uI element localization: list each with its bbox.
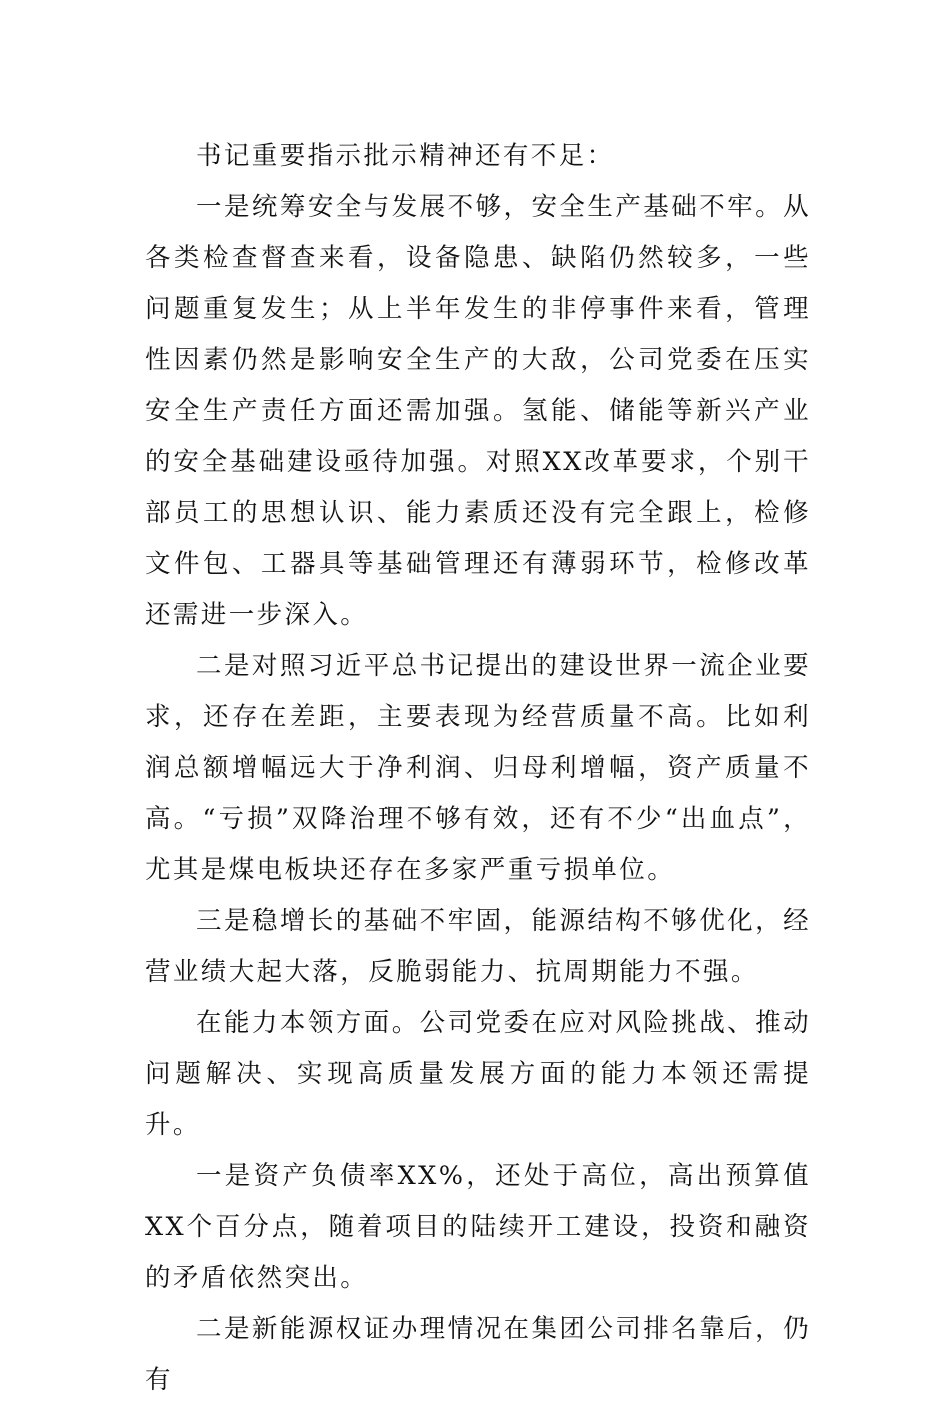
paragraph-intro-continuation: 书记重要指示批示精神还有不足： (196, 141, 615, 171)
paragraph-new-energy-permits: 二是新能源权证办理情况在集团公司排名靠后，仍有 (145, 1314, 811, 1395)
paragraph-capability: 在能力本领方面。公司党委在应对风险挑战、推动问题解决、实现高质量发展方面的能力本领还需提升。 (145, 1008, 811, 1140)
paragraph-debt-ratio: 一是资产负债率XX%，还处于高位，高出预算值XX个百分点，随着项目的陆续开工建设，投资和融资的矛盾依然突出。 (145, 1161, 811, 1293)
document-body (145, 131, 811, 1406)
paragraph-safety-development: 一是统筹安全与发展不够，安全生产基础不牢。从各类检查督查来看，设备隐患、缺陷仍然较多，一些问题重复发生；从上半年发生的非停事件来看，管理性因素仍然是影响安全生产的大敌，公司党委在压实安全生产责任方面还需加强。氢能、储能等新兴产业的安全基础建设亟待加强。对照XX改革要求，个别干部员工的思想认识、能力素质还没有完全跟上，检修文件包、工器具等基础管理还有薄弱环节，检修改革还需进一步深入。 (145, 192, 811, 630)
paragraph-stable-growth: 三是稳增长的基础不牢固，能源结构不够优化，经营业绩大起大落，反脆弱能力、抗周期能力不强。 (145, 906, 811, 987)
paragraph-world-class-enterprise: 二是对照习近平总书记提出的建设世界一流企业要求，还存在差距，主要表现为经营质量不高。比如利润总额增幅远大于净利润、归母利增幅，资产质量不高。“亏损”双降治理不够有效，还有不少“出血点”，尤其是煤电板块还存在多家严重亏损单位。 (145, 651, 811, 885)
